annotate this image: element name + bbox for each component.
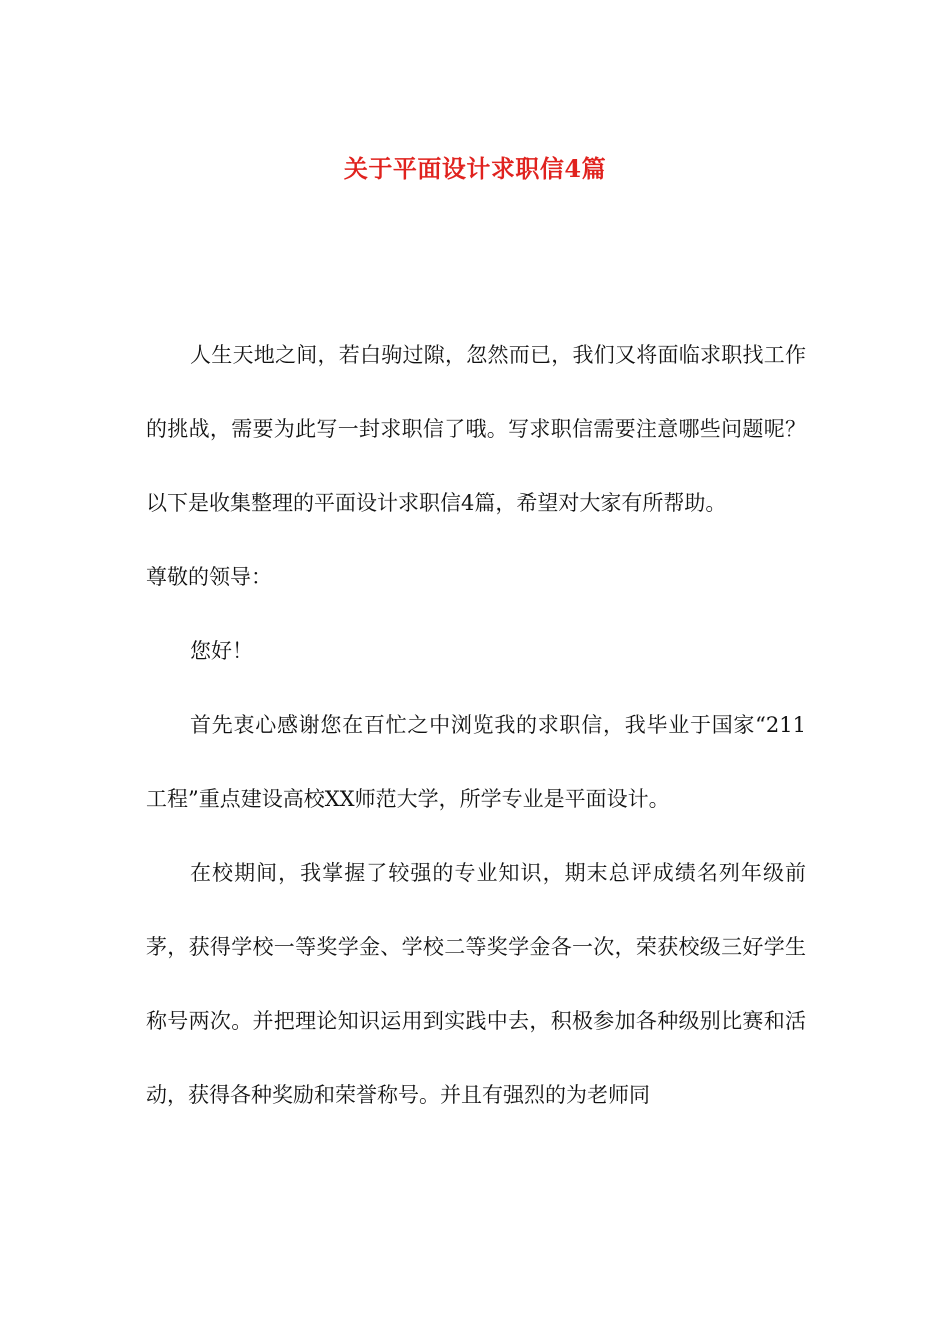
greeting: 您好！ [190, 639, 253, 663]
achievements-paragraph: 在校期间，我掌握了较强的专业知识，期末总评成绩名列年级前茅，获得学校一等奖学金、学校二等奖学金各一次，荣获校级三好学生称号两次。并把理论知识运用到实践中去，积极参加各种级别比赛和活动，获得各种奖励和荣誉称号。并且有强烈的为老师同 [146, 861, 806, 1107]
intro-paragraph: 人生天地之间，若白驹过隙，忽然而已，我们又将面临求职找工作的挑战，需要为此写一封求职信了哦。写求职信需要注意哪些问题呢？以下是收集整理的平面设计求职信4篇，希望对大家有所帮助。 [146, 343, 806, 515]
salutation: 尊敬的领导： [146, 565, 272, 589]
opening-paragraph: 首先衷心感谢您在百忙之中浏览我的求职信，我毕业于国家“211工程”重点建设高校XX师范大学，所学专业是平面设计。 [146, 713, 806, 811]
document-title: 关于平面设计求职信4篇 [343, 154, 607, 184]
document-body [146, 318, 806, 1132]
